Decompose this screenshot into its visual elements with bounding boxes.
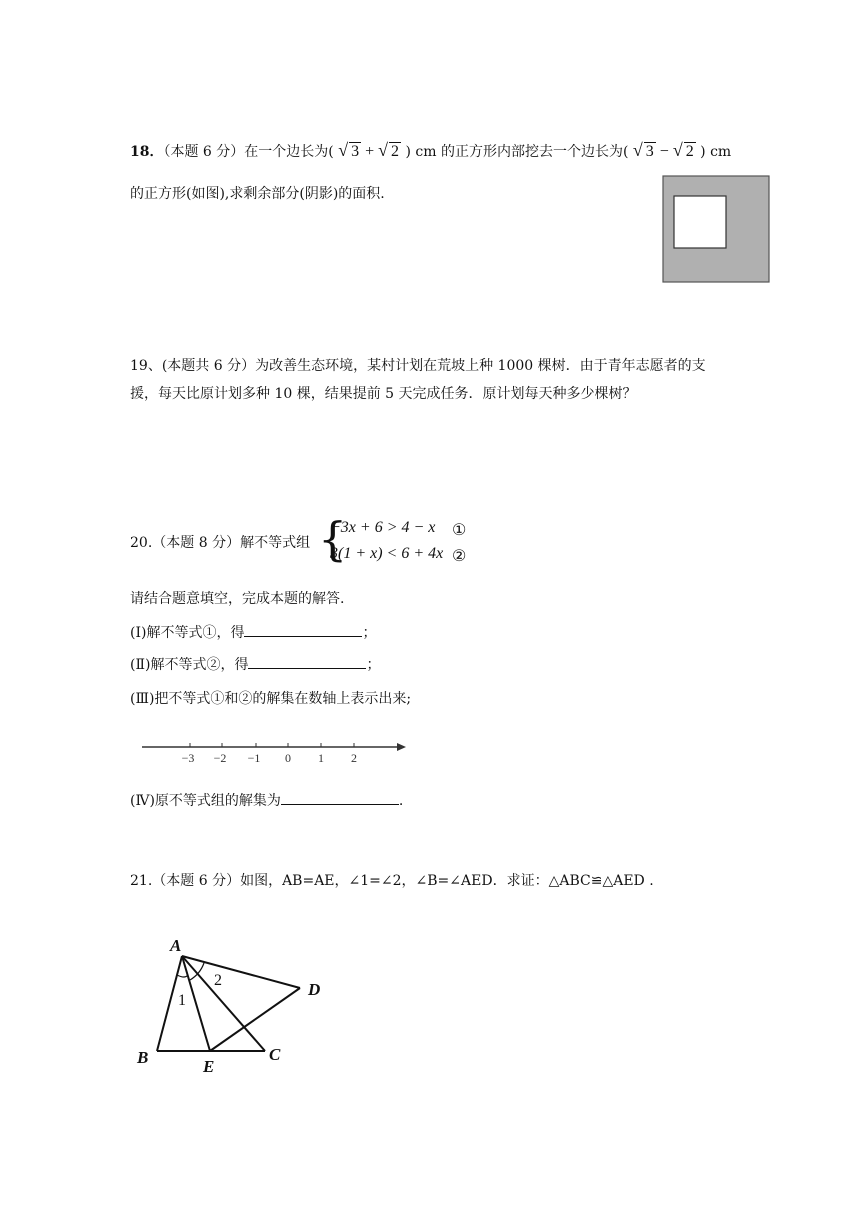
q18-expr-outer: √ 3 + √ 2 bbox=[338, 140, 400, 160]
q18-minus: − bbox=[659, 143, 669, 160]
q20-step1-label: (Ⅰ)解不等式①，得 bbox=[130, 625, 245, 641]
label-D: D bbox=[308, 980, 321, 999]
q18-number: 18． bbox=[130, 144, 164, 160]
q19-line2: 援，每天比原计划多种 10 棵，结果提前 5 天完成任务．原计划每天种多少棵树？ bbox=[130, 386, 637, 402]
label-angle-2: 2 bbox=[214, 972, 222, 989]
q18-line2: 的正方形(如图),求剩余部分(阴影)的面积. bbox=[130, 186, 385, 202]
inner-square bbox=[674, 196, 726, 248]
q21-triangle-figure bbox=[130, 930, 340, 1080]
q21-line: 21.（本题 6 分）如图，AB=AE，∠1=∠2，∠B=∠AED．求证：△ABC≌△AED . bbox=[130, 873, 654, 889]
axis-tick-label: 2 bbox=[351, 751, 357, 765]
q20-ineq2: 3(1 + x) < 6 + 4x bbox=[330, 545, 444, 562]
q20-step2 bbox=[130, 654, 380, 674]
q20-instruction: 请结合题意填空，完成本题的解答. bbox=[130, 591, 345, 607]
q20-step4-label: (Ⅳ)原不等式组的解集为 bbox=[130, 793, 281, 809]
q20-prefix: 20.（本题 8 分）解不等式组 bbox=[130, 535, 311, 551]
q20-brace: { bbox=[318, 512, 348, 566]
q20-ineq1-mark: ① bbox=[452, 520, 467, 539]
label-A: A bbox=[170, 936, 182, 955]
angle-1-arc bbox=[177, 975, 188, 977]
q18-line1 bbox=[130, 140, 731, 161]
q20-step4 bbox=[130, 790, 403, 810]
q20-step2-semicolon: ； bbox=[366, 657, 381, 673]
q18-sqrt3a: 3 bbox=[351, 143, 360, 160]
q20-step2-blank[interactable] bbox=[248, 654, 366, 669]
q20-step1-semicolon: ； bbox=[362, 625, 377, 641]
axis-tick-label: −2 bbox=[213, 751, 227, 765]
q20-step2-label: (Ⅱ)解不等式②，得 bbox=[130, 657, 249, 673]
axis-arrow bbox=[397, 743, 406, 751]
segment-AE bbox=[182, 956, 210, 1051]
segment-AC bbox=[182, 956, 265, 1051]
axis-tick-label: −3 bbox=[181, 751, 195, 765]
q18-plus: + bbox=[365, 143, 375, 160]
q18-text-c: ) cm bbox=[700, 144, 732, 160]
q19-line1: 19、(本题共 6 分）为改善生态环境，某村计划在荒坡上种 1000 棵树．由于青年志愿者的支 bbox=[130, 358, 706, 374]
axis-tick-label: −1 bbox=[247, 751, 261, 765]
number-line bbox=[140, 730, 410, 770]
q20-step3: (Ⅲ)把不等式①和②的解集在数轴上表示出来; bbox=[130, 691, 412, 707]
q18-expr-inner: √ 3 − √ 2 bbox=[632, 140, 694, 160]
q20-step1 bbox=[130, 622, 376, 642]
q20-ineq2-mark: ② bbox=[452, 546, 467, 565]
axis-tick-label: 1 bbox=[318, 751, 324, 765]
label-E: E bbox=[203, 1057, 215, 1076]
q20-ineq1: −3x + 6 > 4 − x bbox=[330, 519, 436, 536]
q18-sqrt2a: 2 bbox=[391, 143, 400, 160]
label-angle-1: 1 bbox=[178, 992, 186, 1009]
q20-step4-blank[interactable] bbox=[281, 790, 399, 805]
q18-sqrt2b: 2 bbox=[685, 143, 694, 160]
label-B: B bbox=[137, 1048, 149, 1067]
segment-ED bbox=[210, 988, 300, 1051]
q18-text-a: （本题 6 分）在一个边长为( bbox=[163, 144, 334, 160]
q20-step4-period: . bbox=[398, 793, 404, 809]
q18-sqrt3b: 3 bbox=[645, 143, 654, 160]
label-C: C bbox=[269, 1045, 281, 1064]
q18-text-b: ) cm 的正方形内部挖去一个边长为( bbox=[405, 144, 629, 160]
axis-tick-label: 0 bbox=[285, 751, 291, 765]
q20-step1-blank[interactable] bbox=[244, 622, 362, 637]
q18-square-figure bbox=[662, 175, 771, 283]
